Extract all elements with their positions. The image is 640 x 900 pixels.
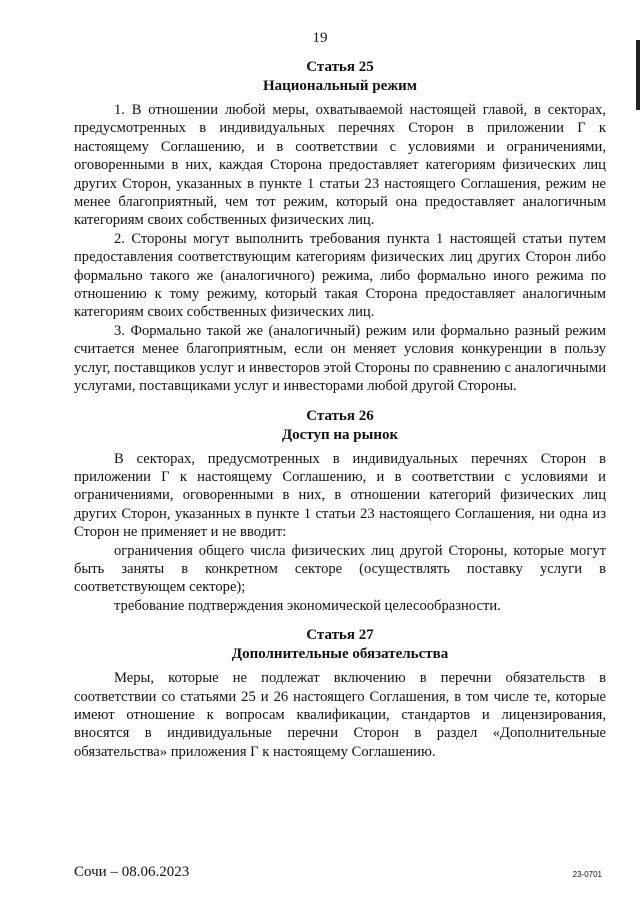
article-title: Национальный режим <box>262 78 418 94</box>
page-number: 19 <box>312 30 328 46</box>
article-number: Статья 25 <box>306 59 374 75</box>
article-body <box>74 450 606 616</box>
paragraph: ограничения общего числа физических лиц другой Стороны, которые могут быть заняты в конкретном секторе (осуществлять поставку услуги в соответствующем секторе); <box>74 542 606 596</box>
article-26 <box>74 407 606 616</box>
article-body <box>74 669 606 761</box>
article-25 <box>74 58 606 396</box>
article-heading <box>74 626 606 664</box>
paragraph: Меры, которые не подлежат включению в перечни обязательств в соответствии со статьями 25 и 26 настоящего Соглашения, в том числе те, которые имеют отношение к вопросам квалификации, стандартов и лицензирования, вносятся в индивидуальные перечни Сторон в раздел «Дополнительные обязательства» приложения Г к настоящему Соглашению. <box>74 670 606 760</box>
article-title: Дополнительные обязательства <box>231 646 449 663</box>
paragraph: 3. Формально такой же (аналогичный) режим или формально разный режим считается менее благоприятным, если он меняет условия конкуренции в пользу услуг, поставщиков услуг и инвесторов этой Стороны по сравнению с аналогичными услугами, поставщиками услуг и инвесторами любой другой Стороны. <box>74 322 606 395</box>
article-number: Статья 26 <box>306 407 374 424</box>
article-number: Статья 27 <box>306 627 374 644</box>
article-heading <box>74 407 606 445</box>
footer-doc-code: 23-0701 <box>572 870 602 879</box>
article-27 <box>74 626 606 761</box>
paragraph: 2. Стороны могут выполнить требования пункта 1 настоящей статьи путем предоставления соответствующим категориям физических лиц других Сторон либо формально такого же (аналогичного) режима, либо формально иного режима по отношению к тому режиму, который такая Сторона предоставляет аналогичным категориям своих собственных физических лиц. <box>74 230 606 321</box>
paragraph: В секторах, предусмотренных в индивидуальных перечнях Сторон в приложении Г к настоящему Соглашению, и в соответствии с условиями и ограничениями, оговоренными в них, в отношении категорий физических лиц других Сторон, указанных в пункте 1 статьи 23 настоящего Соглашения, ни одна из Сторон не применяет и не вводит: <box>74 450 606 541</box>
document-body <box>74 58 606 761</box>
article-title: Доступ на рынок <box>281 426 399 443</box>
paragraph: требование подтверждения экономической целесообразности. <box>114 597 501 614</box>
article-heading <box>74 58 606 96</box>
article-body <box>74 101 606 396</box>
scan-edge-mark <box>636 40 640 110</box>
paragraph: 1. В отношении любой меры, охватываемой настоящей главой, в секторах, предусмотренных в индивидуальных перечнях Сторон в приложении Г к настоящему Соглашению, и в соответствии с условиями и ограничениями, оговоренными в них, каждая Сторона предоставляет категориям физических лиц других Сторон, указанных в пункте 1 статьи 23 настоящего Соглашения, режим не менее благоприятный, чем тот режим, который она предоставляет аналогичным категориям своих собственных физических лиц. <box>74 102 606 229</box>
footer-place-date: Сочи – 08.06.2023 <box>74 864 190 880</box>
